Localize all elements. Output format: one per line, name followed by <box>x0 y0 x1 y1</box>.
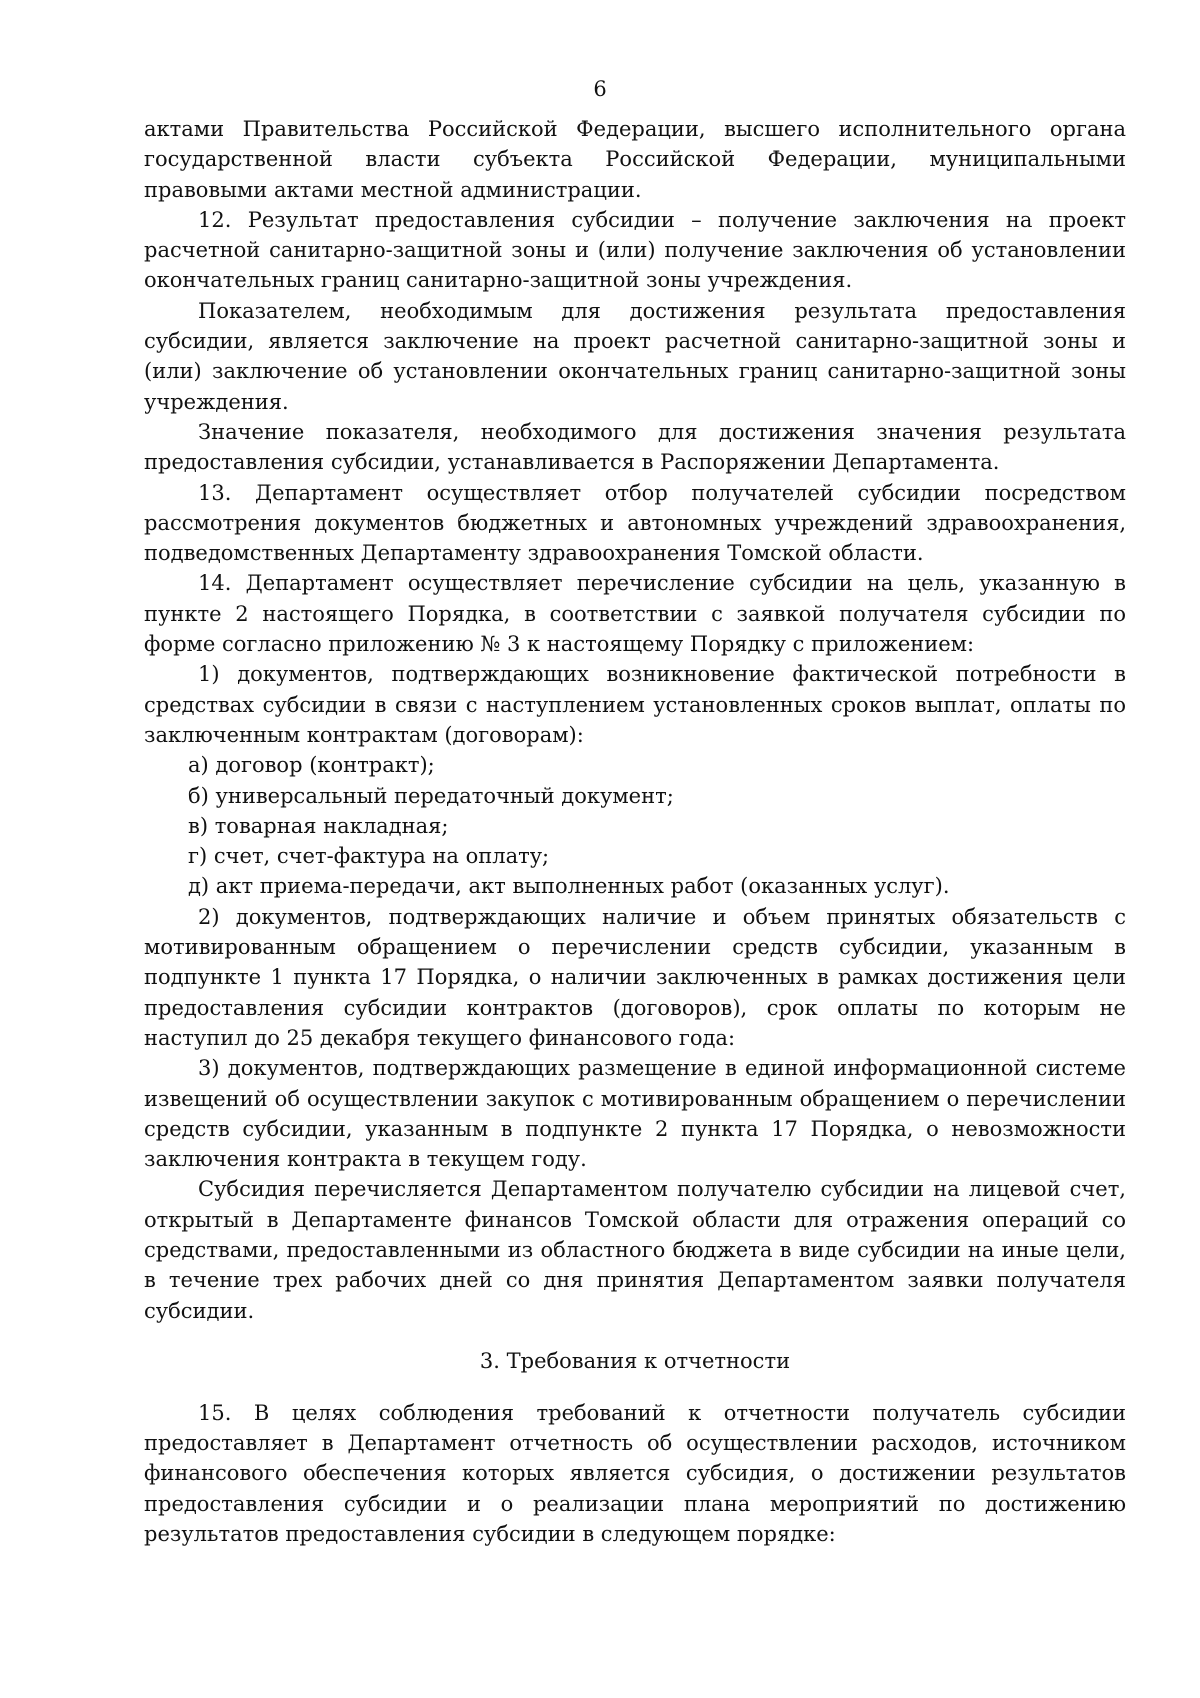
list-item: г) счет, счет-фактура на оплату; <box>188 844 550 869</box>
paragraph: 2) документов, подтверждающих наличие и объем принятых обязательств с мотивированным обращением о перечислении средств субсидии, указанным в подпункте 1 пункта 17 Порядка, о наличии заключенных в рамках достижения цели предоставления субсидии контрактов (договоров), срок оплаты по которым не наступил до 25 декабря текущего финансового года: <box>144 904 1126 1050</box>
paragraph: Значение показателя, необходимого для достижения значения результата предоставления субсидии, устанавливается в Распоряжении Департамента. <box>144 419 1126 475</box>
paragraph: 12. Результат предоставления субсидии – получение заключения на проект расчетной санитарно-защитной зоны и (или) получение заключения об установлении окончательных границ санитарно-защитной зоны учреждения. <box>144 207 1126 293</box>
paragraph: 1) документов, подтверждающих возникновение фактической потребности в средствах субсидии в связи с наступлением установленных сроков выплат, оплаты по заключенным контрактам (договорам): <box>144 662 1126 747</box>
paragraph: 15. В целях соблюдения требований к отчетности получатель субсидии предоставляет в Департамент отчетность об осуществлении расходов, источником финансового обеспечения которых является субсидия, о достижении результатов предоставления субсидии и о реализации плана мероприятий по достижению результатов предоставления субсидии в следующем порядке: <box>144 1400 1126 1547</box>
paragraph: 14. Департамент осуществляет перечисление субсидии на цель, указанную в пункте 2 настоящего Порядка, в соответствии с заявкой получателя субсидии по форме согласно приложению № 3 к настоящему Порядку с приложением: <box>144 571 1126 657</box>
paragraph: актами Правительства Российской Федерации, высшего исполнительного органа государственной власти субъекта Российской Федерации, муниципальными правовыми актами местной администрации. <box>144 117 1126 202</box>
list-item: в) товарная накладная; <box>188 813 449 838</box>
list-item: а) договор (контракт); <box>188 753 435 778</box>
paragraph: Субсидия перечисляется Департаментом получателю субсидии на лицевой счет, открытый в Департаменте финансов Томской области для отражения операций со средствами, предоставленными из областного бюджета в виде субсидии на иные цели, в течение трех рабочих дней со дня принятия Департаментом заявки получателя субсидии. <box>144 1177 1126 1323</box>
paragraph: 3) документов, подтверждающих размещение в единой информационной системе извещений об осуществлении закупок с мотивированным обращением о перечислении средств субсидии, указанным в подпункте 2 пункта 17 Порядка, о невозможности заключения контракта в текущем году. <box>144 1056 1126 1172</box>
paragraph: Показателем, необходимым для достижения результата предоставления субсидии, является заключение на проект расчетной санитарно-защитной зоны и (или) заключение об установлении окончательных границ санитарно-защитной зоны учреждения. <box>144 298 1126 414</box>
list-item: б) универсальный передаточный документ; <box>188 783 674 808</box>
document-body <box>144 114 1126 1549</box>
paragraph: 13. Департамент осуществляет отбор получателей субсидии посредством рассмотрения документов бюджетных и автономных учреждений здравоохранения, подведомственных Департаменту здравоохранения Томской области. <box>144 480 1126 566</box>
page-number: 6 <box>593 77 607 101</box>
section-heading: 3. Требования к отчетности <box>479 1348 791 1373</box>
list-item: д) акт приема-передачи, акт выполненных работ (оказанных услуг). <box>188 874 950 899</box>
